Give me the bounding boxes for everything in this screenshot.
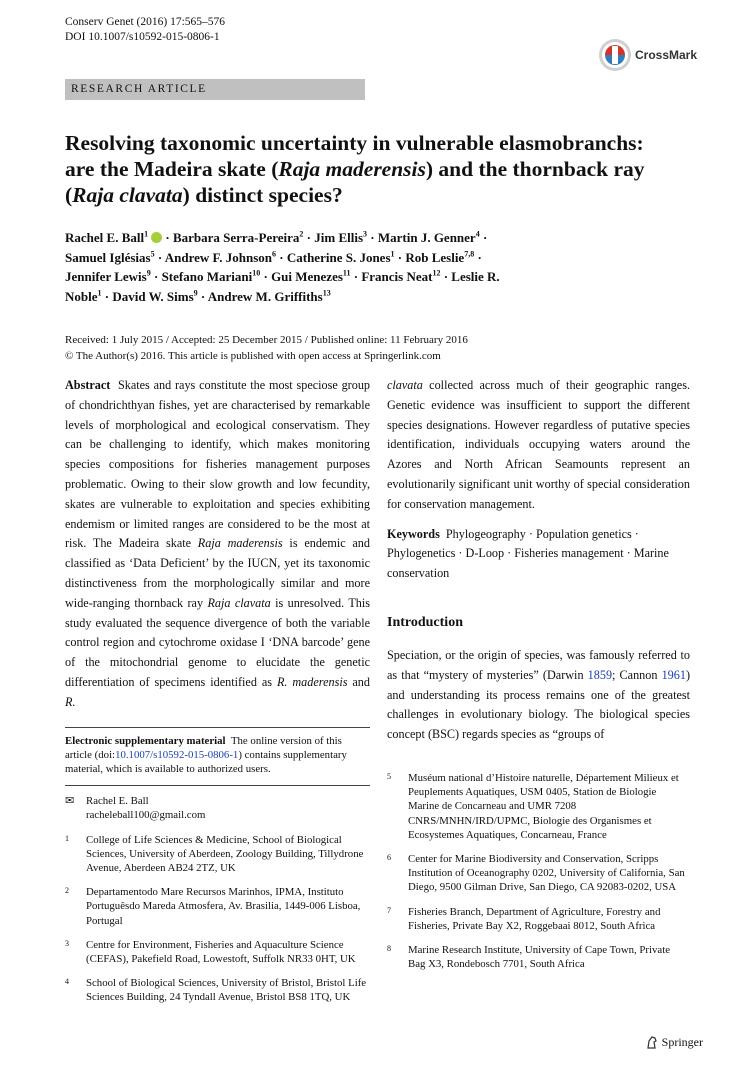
two-column-body — [65, 376, 703, 1015]
author: David W. Sims$^9$ — [112, 288, 198, 304]
introduction-text: Speciation, or the origin of species, was famously referred to as that “mystery of mysteries” (Darwin 1859; Cannon 1961) and understanding its process remains one of the greatest challenges in evolutionary biology. The biological species concept (BSC) regards species as “groups of — [387, 647, 690, 742]
orcid-icon[interactable] — [151, 232, 162, 243]
author: Martin J. Genner$^4$ — [377, 229, 480, 245]
citation-link[interactable]: 1961 — [661, 667, 686, 682]
affiliation: 6 Center for Marine Biodiversity and Conservation, Scripps Institution of Oceanography 0202, University of California, San Diego, 9500 Gilman Drive, San Diego, CA 92083-0202, USA — [387, 852, 685, 894]
author: Rob Leslie$^{7,8}$ — [405, 249, 475, 265]
author: Francis Neat$^{12}$ — [361, 268, 441, 284]
page-header — [65, 15, 703, 79]
introduction-heading: Introduction — [387, 614, 463, 630]
right-column — [387, 376, 690, 981]
crossmark-icon — [598, 38, 632, 72]
correspondence — [65, 794, 370, 822]
springer-horse-icon — [646, 1035, 658, 1049]
author: Rachel E. Ball$^1$ — [65, 230, 162, 245]
affiliation: 2 Departamentodo Mare Recursos Marinhos, IPMA, Instituto Portuguêsdo Mareda Atmosfera, Av. Brasilia, 1449-006 Lisboa, Portugal — [65, 886, 361, 927]
author: Leslie R. Noble$^1$ — [65, 269, 500, 304]
publisher-name: Springer — [661, 1034, 703, 1049]
title-line: Resolving taxonomic uncertainty in vulnerable elasmobranchs: — [65, 131, 644, 155]
author: Jennifer Lewis$^9$ — [65, 268, 151, 284]
article-title — [65, 130, 703, 208]
crossmark-badge[interactable] — [598, 38, 697, 72]
author: Samuel Iglésias$^5$ — [65, 249, 155, 265]
affiliations-left — [65, 833, 370, 1005]
author: Stefano Mariani$^{10}$ — [161, 268, 261, 284]
affiliation: 5 Muséum national d’Histoire naturelle, Département Milieux et Peuplements Aquatiques, USM 0405, Station de Biologie Marine de Concarneau and UMR 7208 CNRS/MNHN/IRD/UPMC, Biologie des Organismes et Ecosystemes Aquatiques, Concarneau, France — [387, 771, 679, 841]
keywords-text: Phylogeography · Population genetics · Phylogenetics · D-Loop · Fisheries management · Marine conservation — [387, 526, 669, 581]
copyright-line: © The Author(s) 2016. This article is published with open access at Springerlink.com — [65, 350, 441, 362]
author-list: Rachel E. Ball$^1$ · Barbara Serra-Pereira$^2$ · Jim Ellis$^3$ · Martin J. Genner$^4$ · Samuel Iglésias$^5$ · Andrew F. Johnson$^6$ · Catherine S. Jones$^1$ · Rob Leslie$^{7,8}$ · Jennifer Lewis$^9$ · Stefano Mariani$^{10}$ · Gui Menezes$^{11}$ · Francis Neat$^{12}$ · Leslie R. Noble$^1$ · David W. Sims$^9$ · Andrew M. Griffiths$^{13}$ — [65, 229, 500, 304]
affiliation: 7 Fisheries Branch, Department of Agriculture, Forestry and Fisheries, Private Bay X2, Roggebaai 8012, South Africa — [387, 905, 661, 932]
title-line: (Raja clavata) distinct species? — [65, 183, 343, 207]
keywords-heading: Keywords — [387, 526, 440, 541]
divider — [65, 727, 370, 729]
page-footer — [65, 1035, 703, 1050]
author: Barbara Serra-Pereira$^2$ — [172, 229, 304, 245]
keywords — [387, 525, 690, 584]
abstract-continued: clavata collected across much of their geographic ranges. Genetic evidence was insufficient to support the different species designations. However regardless of putative species identification, individuals occupying waters around the Azores and North African Seamounts represent an evolutionarily significant unit worthy of special consideration for conservation management. — [387, 378, 690, 511]
email-link[interactable]: racheleball100@gmail.com — [86, 809, 206, 822]
dates-line: Received: 1 July 2015 / Accepted: 25 December 2015 / Published online: 11 February 2016 — [65, 334, 468, 346]
affiliation: 3 Centre for Environment, Fisheries and Aquaculture Science (CEFAS), Pakefield Road, Lowestoft, Suffolk NR33 0HT, UK — [65, 938, 356, 965]
crossmark-label: CrossMark — [635, 48, 698, 62]
affiliation: 8 Marine Research Institute, University of Cape Town, Private Bag X3, Rondebosch 7701, South Africa — [387, 943, 671, 971]
affiliations-right — [387, 771, 690, 971]
citation-link[interactable]: 1859 — [587, 667, 613, 682]
abstract-heading: Abstract — [65, 378, 111, 392]
affiliation: 4 School of Biological Sciences, University of Bristol, Bristol Life Sciences Building, 24 Tyndall Avenue, Bristol BS8 1TQ, UK — [65, 977, 367, 1004]
supplementary-note: Electronic supplementary material The online version of this article (doi:10.1007/s10592-015-0806-1) contains supplementary material, which is available to authorized users. — [65, 735, 347, 776]
author: Gui Menezes$^{11}$ — [271, 268, 351, 284]
publication-dates — [65, 332, 665, 364]
affiliation: 1 College of Life Sciences & Medicine, School of Biological Sciences, University of Aberdeen, Zoology Building, Tillydrone Avenue, Aberdeen AB24 2TZ, UK — [65, 833, 364, 874]
abstract: Abstract Skates and rays constitute the most speciose group of chondrichthyan fishes, yet are characterised by remarkable levels of morphological and ecological conservatism. They can be challenging to identify, which makes monitoring species compositions for fisheries management purposes problematic. Owing to their slow growth and low fecundity, skates are vulnerable to exploitation and species exhibiting endemism or limited ranges are considered to be the most at risk. The Madeira skate Raja maderensis is endemic and classified as ‘Data Deficient’ by the IUCN, yet its taxonomic distinctiveness from the morphologically similar and more wide-ranging thornback ray Raja clavata is unresolved. This study evaluated the sequence divergence of both the variable control region and cytochrome oxidase I ‘DNA barcode’ gene of the mitochondrial genome to elucidate the genetic differentiation of specimens identified as R. maderensis and R. — [65, 378, 371, 709]
doi: DOI 10.1007/s10592-015-0806-1 — [65, 31, 220, 43]
author: Catherine S. Jones$^1$ — [286, 249, 395, 265]
left-column — [65, 376, 370, 1015]
author: Andrew M. Griffiths$^{13}$ — [207, 288, 331, 304]
author: Jim Ellis$^3$ — [314, 229, 368, 245]
corresponding-author: Rachel E. Ball — [86, 795, 149, 808]
divider — [65, 785, 370, 787]
springer-logo — [646, 1035, 703, 1050]
title-line: are the Madeira skate (Raja maderensis) and the thornback ray — [65, 157, 645, 181]
envelope-icon: ✉ — [65, 795, 75, 808]
section-label: RESEARCH ARTICLE — [65, 79, 365, 100]
journal-citation: Conserv Genet (2016) 17:565–576 — [65, 16, 226, 28]
author: Andrew F. Johnson$^6$ — [164, 249, 277, 265]
doi-link[interactable]: 10.1007/s10592-015-0806-1 — [115, 749, 239, 762]
